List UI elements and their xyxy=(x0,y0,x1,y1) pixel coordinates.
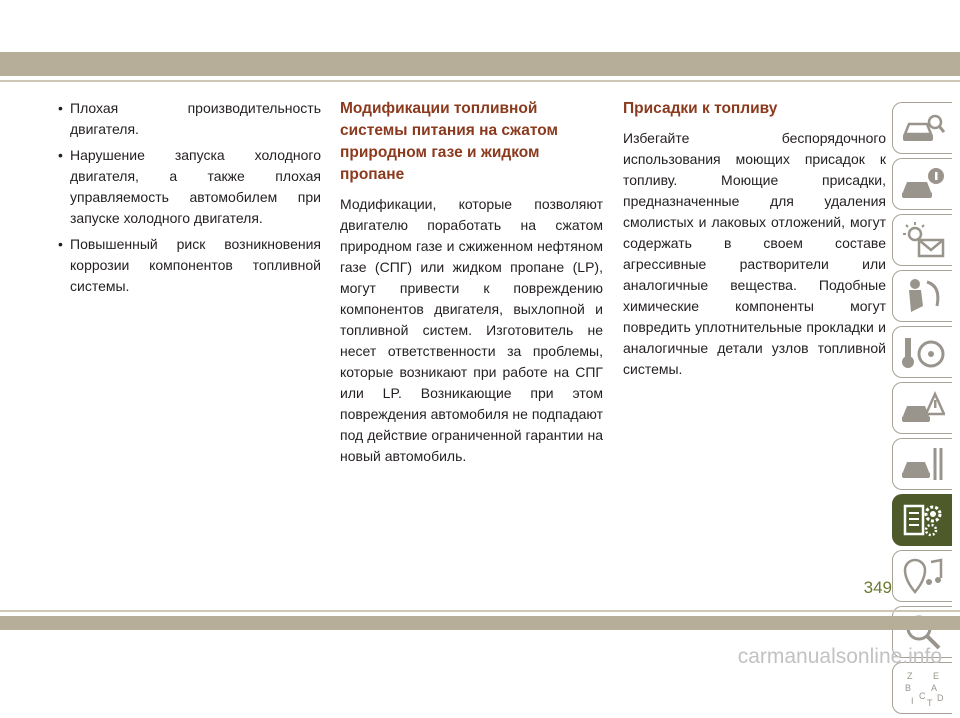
footer-divider xyxy=(0,610,960,612)
section-body: Избегайте беспорядочного использования моющих присадок к топливу. Моющие присадки, предназначенные для удаления смолистых и лаковых отложений, могут содержать в своем составе агрессивные растворители или аналогичные вещества. Подобные химические компоненты могут повредить уплотнительные прокладки и аналогичные детали узлов топливной системы. xyxy=(623,130,886,377)
alphabet-index-icon xyxy=(901,668,945,708)
section-body: Модификации, которые позволяют двигателю поработать на сжатом природном газе и сжиженном нефтяном газе (СПГ) или жидком пропане (LP), могут привести к повреждению компонентов двигателя, выхлопной и топливной систем. Изготовитель не несет ответственности за проблемы, которые возникают при работе на СПГ или LP. Возникающие при этом повреждения автомобиля не подпадают под действие ограниченной гарантии на новый автомобиль. xyxy=(340,196,603,464)
key-steering-icon xyxy=(901,332,945,372)
media-nav-icon xyxy=(901,556,945,596)
car-info-icon xyxy=(901,164,945,204)
index-letter: I xyxy=(910,696,914,706)
car-tools-icon xyxy=(901,444,945,484)
seat-airbag-icon xyxy=(901,276,945,316)
index-letter: E xyxy=(932,671,939,681)
car-warning-icon xyxy=(901,388,945,428)
left-column xyxy=(58,98,321,302)
tab-car-search[interactable] xyxy=(892,102,952,154)
index-letter: A xyxy=(930,683,937,693)
specs-gear-icon xyxy=(901,500,945,540)
tab-key-steering[interactable] xyxy=(892,326,952,378)
tab-car-info[interactable] xyxy=(892,158,952,210)
index-letter: B xyxy=(904,683,911,693)
bullet-text: Плохая производительность двигателя. xyxy=(70,100,321,137)
index-letter: Z xyxy=(906,671,912,681)
bullet-item xyxy=(58,145,321,229)
tab-seat-airbag[interactable] xyxy=(892,270,952,322)
index-letter: D xyxy=(936,693,943,703)
index-letter: C xyxy=(918,691,925,701)
middle-column xyxy=(340,98,603,467)
header-divider xyxy=(0,80,960,82)
car-search-icon xyxy=(901,108,945,148)
watermark: carmanualsonline.info xyxy=(737,645,942,668)
tab-car-warning[interactable] xyxy=(892,382,952,434)
header-band xyxy=(0,52,960,76)
page-number: 349 xyxy=(863,578,892,597)
bullet-text: Нарушение запуска холодного двигателя, а также плохая управляемость автомобилем при запуске холодного двигателя. xyxy=(70,147,321,226)
bullet-text: Повышенный риск возникновения коррозии компонентов топливной системы. xyxy=(70,236,321,294)
light-mail-icon xyxy=(901,220,945,260)
tab-specs-gear[interactable] xyxy=(892,494,952,546)
tab-car-tools[interactable] xyxy=(892,438,952,490)
index-letter: T xyxy=(926,698,932,708)
bullet-dot: • xyxy=(58,147,63,163)
bullet-item xyxy=(58,234,321,297)
tab-alphabet-index[interactable] xyxy=(892,662,952,714)
bullet-dot: • xyxy=(58,100,63,116)
footer-band xyxy=(0,616,960,630)
tab-media-nav[interactable] xyxy=(892,550,952,602)
bullet-dot: • xyxy=(58,236,63,252)
bullet-item xyxy=(58,98,321,140)
tab-light-mail[interactable] xyxy=(892,214,952,266)
right-column xyxy=(623,98,886,380)
section-heading: Присадки к топливу xyxy=(623,100,778,117)
section-heading: Модификации топливной системы питания на сжатом природном газе и жидком пропане xyxy=(340,100,558,183)
